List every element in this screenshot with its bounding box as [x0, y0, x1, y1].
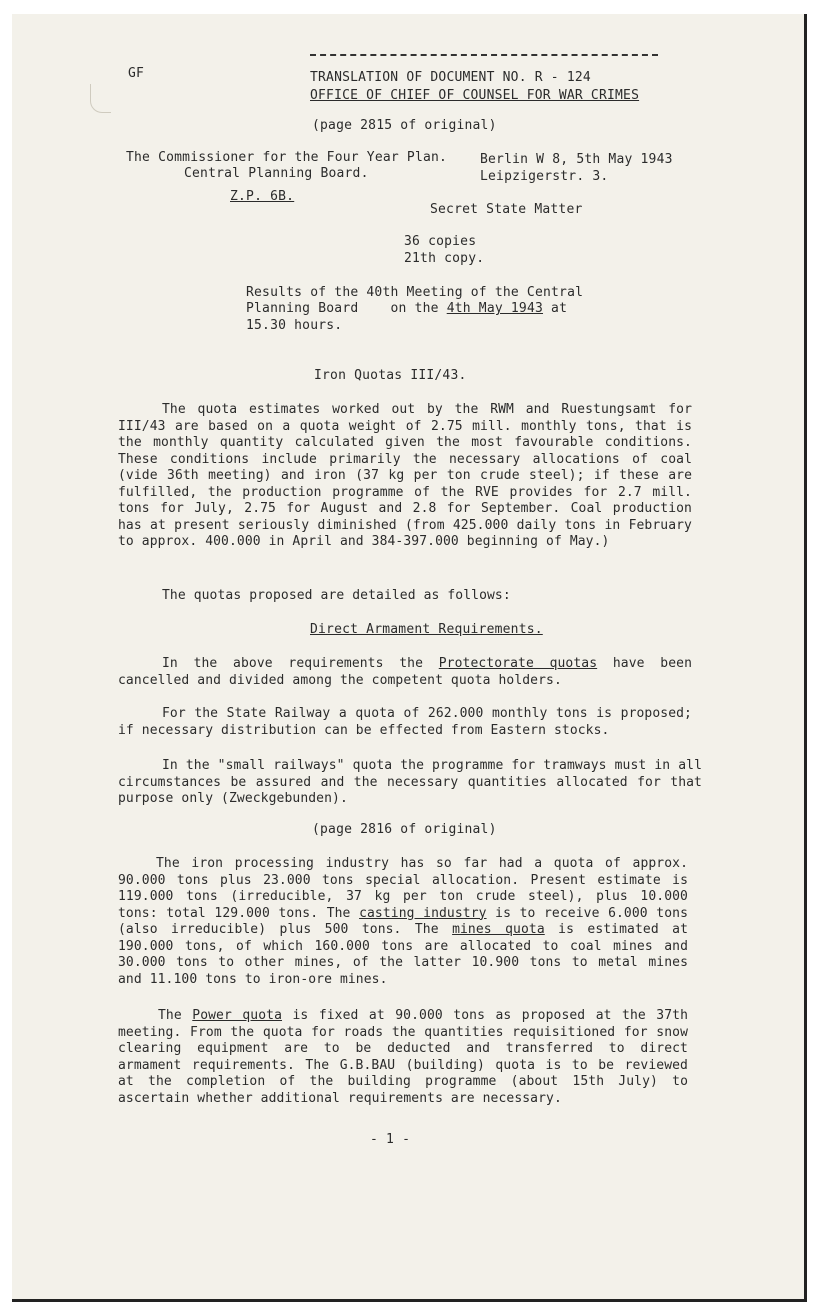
- sender-line1: The Commissioner for the Four Year Plan.: [126, 150, 448, 165]
- page-number: - 1 -: [370, 1132, 411, 1147]
- subject-line3: 15.30 hours.: [246, 318, 343, 333]
- p3-protectorate-quotas: Protectorate quotas: [438, 656, 598, 671]
- p6-text-c: is estimated at 190.000 tons, of which 160.000 tons are allocated to coal mines and 30.000 tons to other mines, of the latter 10.900 tons to metal mines and 11.100 tons to iron-ore mines.: [118, 922, 689, 987]
- paragraph-state-railway: For the State Railway a quota of 262.000 monthly tons is proposed; if necessary distribution can be effected from Eastern stocks.: [118, 706, 692, 738]
- paragraph-protectorate: [118, 656, 692, 689]
- section-title: Iron Quotas III/43.: [314, 368, 467, 383]
- doc-title-line1: TRANSLATION OF DOCUMENT NO. R - 124: [310, 70, 591, 85]
- classification-mark: Secret State Matter: [430, 202, 583, 217]
- copies-line1: 36 copies: [404, 234, 477, 249]
- p6-text-b: is to receive 6.000 tons (also irreducible) plus 500 tons. The: [118, 905, 688, 937]
- sender-file-ref: Z.P. 6B.: [230, 189, 295, 204]
- doc-title-line2: OFFICE OF CHIEF OF COUNSEL FOR WAR CRIMES: [310, 88, 640, 103]
- doc-ref-code: GF: [128, 66, 145, 81]
- page-ref-middle: (page 2816 of original): [312, 822, 497, 837]
- punch-hole-mark: [90, 84, 111, 113]
- p7-power-quota: Power quota: [192, 1008, 283, 1023]
- subject-on: on the: [390, 301, 439, 316]
- page-ref-top: (page 2815 of original): [312, 118, 497, 133]
- paragraph-iron-processing: [118, 856, 688, 988]
- subject-at: at: [551, 301, 568, 316]
- p3-text-b: have been cancelled and divided among the competent quota holders.: [118, 656, 692, 688]
- paragraph-quota-estimates: The quota estimates worked out by the RWM and Ruestungsamt for III/43 are based on a quota weight of 2.75 mill. monthly tons, that is the monthly quantity calculated given the most favourable conditions. These conditions include primarily the necessary allocations of coal (vide 36th meeting) and iron (37 kg per ton crude steel); if these are fulfilled, the production programme of the RVE provides for 2.7 mill. tons for July, 2.75 for August and 2.8 for September. Coal production has at present seriously diminished (from 425.000 daily tons in February to approx. 400.000 in April and 384-397.000 beginning of May.): [118, 402, 692, 549]
- p6-casting-industry: casting industry: [359, 905, 487, 921]
- place-date-line1: Berlin W 8, 5th May 1943: [480, 152, 673, 167]
- paragraph-quotas-proposed: The quotas proposed are detailed as follows:: [162, 588, 511, 603]
- p7-text-a: The: [158, 1008, 193, 1023]
- p6-mines-quota: mines quota: [452, 922, 545, 937]
- copies-line2: 21th copy.: [404, 251, 485, 266]
- subject-date: 4th May 1943: [446, 301, 544, 316]
- p6-text-a: The iron processing industry has so far had a quota of approx. 90.000 tons plus 23.000 tons special allocation. Present estimate is 119.000 tons (irreducible, 37 kg per ton crude steel), plus 10.000 tons: total 129.000 tons. The: [118, 856, 688, 921]
- place-date-line2: Leipzigerstr. 3.: [480, 169, 609, 184]
- subject-board: Planning Board: [246, 301, 359, 316]
- subject-line1: Results of the 40th Meeting of the Central: [246, 285, 584, 300]
- header-dash-rule: [310, 54, 658, 56]
- p7-text-b: is fixed at 90.000 tons as proposed at the 37th meeting. From the quota for roads the quantities requisitioned for snow clearing equipment are to be deducted and transferred to direct armament requirements. The G.B.BAU (building) quota is to be reviewed at the completion of the building programme (about 15th July) to ascertain whether additional requirements are necessary.: [118, 1008, 688, 1106]
- paragraph-power-quota: [118, 1008, 688, 1107]
- paragraph-small-railways: In the "small railways" quota the programme for tramways must in all circumstances be assured and the necessary quantities allocated for that purpose only (Zweckgebunden).: [118, 758, 702, 806]
- sender-line2: Central Planning Board.: [184, 166, 369, 181]
- document-sheet: [12, 14, 807, 1302]
- sub-heading-direct-armament: Direct Armament Requirements.: [310, 622, 543, 637]
- subject-line2: [246, 301, 567, 317]
- p3-text-a: In the above requirements the: [162, 656, 439, 671]
